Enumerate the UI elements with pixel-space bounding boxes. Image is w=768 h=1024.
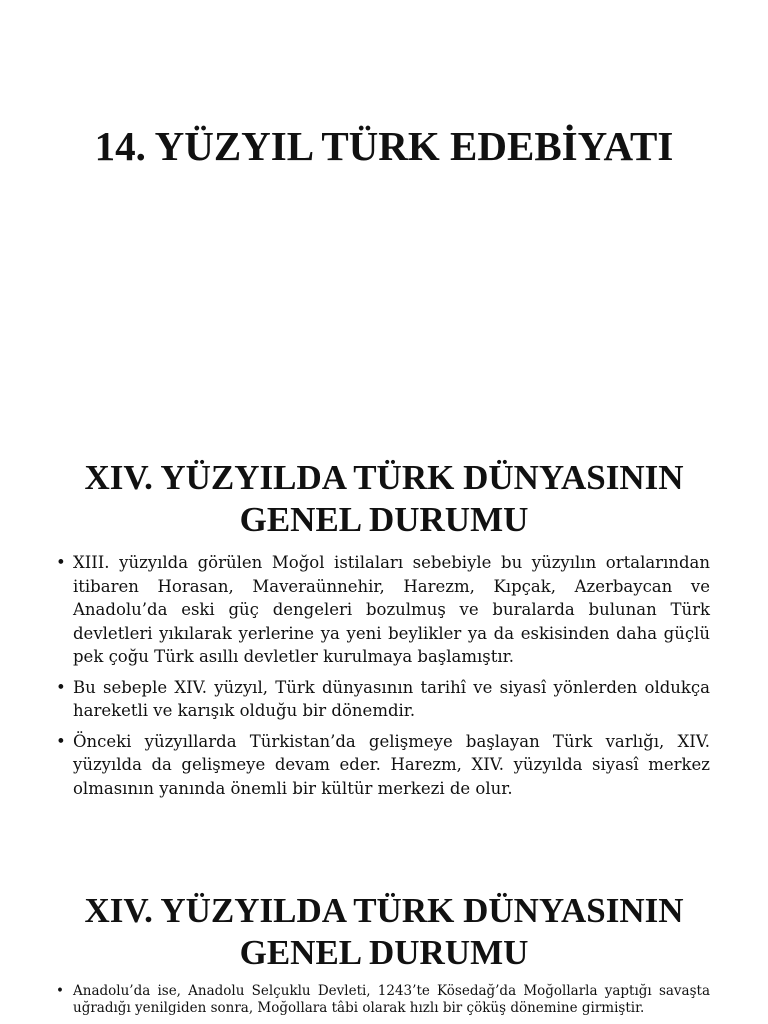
bullet-icon: • <box>56 677 66 697</box>
list-item-text: XIII. yüzyılda görülen Moğol istilaları sebebiyle bu yüzyılın ortalarından itibaren Horasan, Maveraünnehir, Harezm, Kıpçak, Azerbaycan ve Anadolu’da eski güç dengeleri bozulmuş ve buralarda bulunan Türk devletleri yıkılarak yerlerine ya yeni beylikler ya da eskisinden daha güçlü pek çoğu Türk asıllı devletler kurulmaya başlamıştır. <box>73 553 710 666</box>
bullet-list <box>56 983 710 1021</box>
list-item <box>56 551 710 669</box>
list-item <box>56 983 710 1017</box>
list-item-text: Bu sebeple XIV. yüzyıl, Türk dünyasının tarihî ve siyasî yönlerden oldukça hareketli ve karışık olduğu bir dönemdir. <box>73 677 710 720</box>
section-title <box>0 890 768 974</box>
list-item-text: Anadolu’da ise, Anadolu Selçuklu Devleti, 1243’te Kösedağ’da Moğollarla yaptığı savaşta uğradığı yenilgiden sonra, Moğollara tâbi olarak hızlı bir çöküş dönemine girmiştir. <box>73 983 710 1016</box>
bullet-icon: • <box>56 553 66 572</box>
bullet-icon: • <box>56 983 64 999</box>
bullet-list <box>56 551 710 807</box>
list-item <box>56 730 710 801</box>
section-title <box>0 457 768 541</box>
section-title-line: GENEL DURUMU <box>239 500 529 539</box>
section-title-line: GENEL DURUMU <box>239 933 529 972</box>
section-title-line: XIV. YÜZYILDA TÜRK DÜNYASININ <box>84 458 684 497</box>
list-item <box>56 676 710 723</box>
bullet-icon: • <box>56 731 66 751</box>
page-title: 14. YÜZYIL TÜRK EDEBİYATI <box>94 123 674 169</box>
list-item-text: Önceki yüzyıllarda Türkistan’da gelişmeye başlayan Türk varlığı, XIV. yüzyılda da gelişmeye devam eder. Harezm, XIV. yüzyılda siyasî merkez olmasının yanında önemli bir kültür merkezi de olur. <box>73 731 710 798</box>
section-title-line: XIV. YÜZYILDA TÜRK DÜNYASININ <box>84 891 684 930</box>
